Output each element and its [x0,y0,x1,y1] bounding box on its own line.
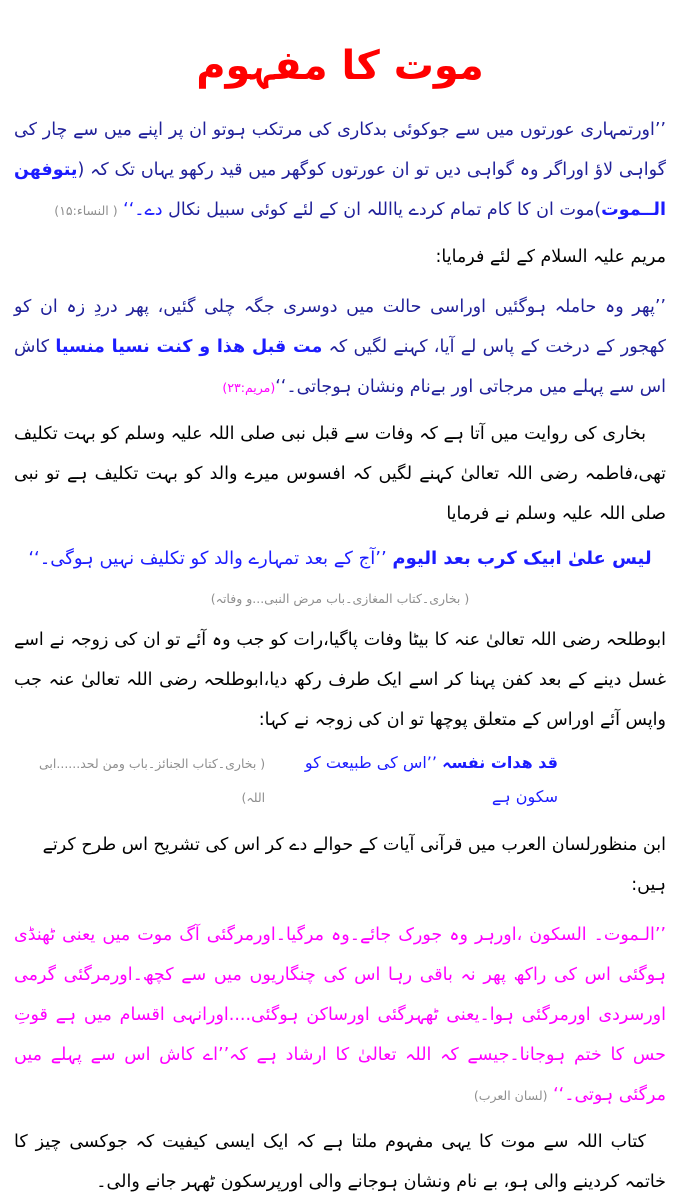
verse-urdu-rest: )موت ان کا کام تمام کردے یااللہ ان کے لئے کوئی سبیل نکال [162,200,602,220]
lisan-reference: (لسان العرب) [473,1088,548,1103]
page-title: موت کا مفہوم [196,43,484,89]
hadith1-reference: ( بخاری۔کتاب المغازی۔باب مرض النبی...و وفاتہ) [210,591,470,606]
conclusion-paragraph: کتاب اللہ سے موت کا یہی مفہوم ملتا ہے کہ ایک ایسی کیفیت کہ جوکسی چیز کا خاتمہ کردینے والی ہو، بے نام ونشان ہوجانے والی اورپرسکون ٹھہر جانے والی۔ [14,1132,666,1192]
hadith2-arabic: قد ھدات نفسہ [442,753,558,772]
hadith2-translation: ’’اس کی طبیعت کو سکون ہے [304,753,558,806]
hadith-calm-soul [265,746,558,814]
quran-verse-nisa [14,110,666,231]
hadith-last-day-pain [14,540,666,578]
lisan-al-arab-definition [14,915,666,1116]
verse-reference-maryam: (مریم:۲۳) [222,380,276,395]
lisan-text: ’’الـموت۔ السکون ،اورہر وہ جورک جائے۔وہ مرگیا۔اورمرگئی آگ موت میں یعنی ٹھنڈی ہوگئی اس کی راکھ پھر نہ باقی رہا اس کی چنگاریوں میں سے کچھ۔اورمرگئی گرمی اورسردی اورمرگئی ہوا۔یعنی ٹھہرگئی اورساکن ہوگئی....اورانہی اقسام میں ہے قوتِ حس کا ختم ہوجانا۔جیسے کہ اللہ تعالیٰ کا ارشاد ہے کہ’’اے کاش اس سے پہلے میں مرگئی ہوتی۔‘‘ [14,925,666,1105]
hadith2-reference: ( بخاری۔کتاب الجنائز۔باب ومن لحد......ابی اللہ) [39,756,266,805]
maryam-arabic-phrase: مت قبل ھذا و کنت نسیا منسیا [55,337,323,357]
maryam-lead-in: مریم علیہ السلام کے لئے فرمایا: [435,247,666,267]
maryam-urdu-rest: کاش اس سے پہلے میں مرجاتی اور بےنام ونشان ہوجاتی۔‘‘ [14,337,666,397]
abu-talha-narration: ابوطلحہ رضی اللہ تعالیٰ عنہ کا بیٹا وفات پاگیا،رات کو جب وہ آئے تو ان کی زوجہ نے اسے غسل دینے کے بعد کفن پہنا کر اسے ایک طرف رکھ دیا،ابوطلحہ رضی اللہ تعالیٰ عنہ جب واپس آئے اوراس کے متعلق پوچھا تو ان کی زوجہ نے کہا: [14,630,666,730]
ibn-manzur-lead-in: ابن منظورلسان العرب میں قرآنی آیات کے حوالے دے کر اس کی تشریح اس طرح کرتے ہیں: [42,835,666,895]
verse-ending: دے۔‘‘ [117,200,163,220]
hadith1-arabic: لیس علیٰ ابیک کرب بعد الیوم [392,548,652,569]
bukhari-narration: بخاری کی روایت میں آتا ہے کہ وفات سے قبل نبی صلی اللہ علیہ وسلم کو بہت تکلیف تھی،فاطمہ رضی اللہ تعالیٰ کہنے لگیں کہ افسوس میرے والد کو بہت تکلیف ہے تو نبی صلی اللہ علیہ وسلم نے فرمایا [14,424,666,524]
verse-arabic-phrase: یتوفھن الــموت [14,160,666,220]
hadith1-translation: ’’آج کے بعد تمہارے والد کو تکلیف نہیں ہوگی۔‘‘ [28,548,393,569]
verse-urdu-intro: ’’اورتمہاری عورتوں میں سے جوکوئی بدکاری کی مرتکب ہوتو ان پر اپنے میں سے چار کی گواہی لاؤ اوراگر وہ گواہی دیں تو ان عورتوں کوگھر میں قید رکھو یہاں تک کہ ( [14,120,666,180]
verse-reference-nisa: ( النساء:۱۵) [54,203,118,218]
maryam-urdu-intro: ’’پھر وہ حاملہ ہوگئیں اوراسی حالت میں دوسری جگہ چلی گئیں، پھر دردِ زہ ان کو کھجور کے درخت کے پاس لے آیا، کہنے لگیں کہ [14,297,666,357]
quran-verse-maryam [14,287,666,408]
hadith-calm-soul-row [14,746,666,815]
